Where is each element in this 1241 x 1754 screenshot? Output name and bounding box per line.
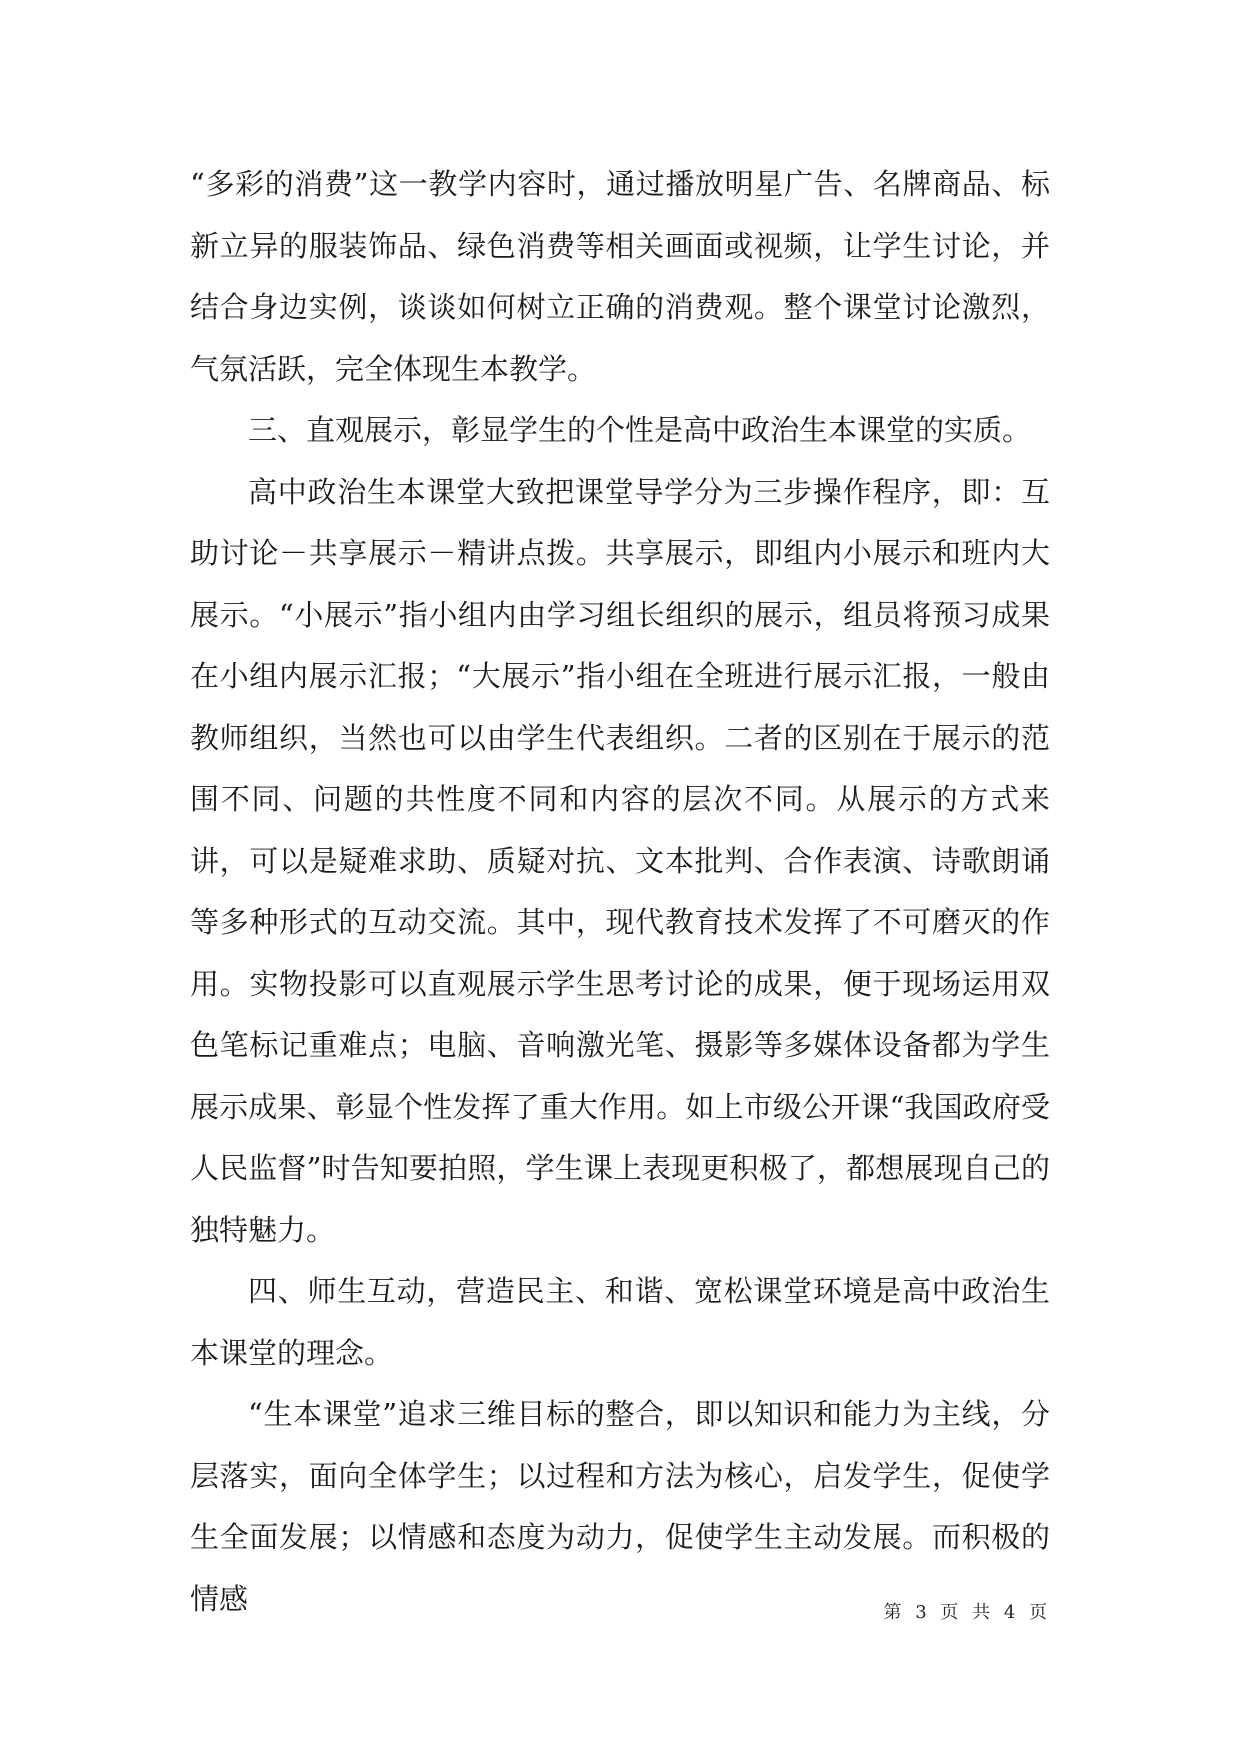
document-body — [190, 154, 1050, 1630]
paragraph-classroom-display: 高中政治生本课堂大致把课堂导学分为三步操作程序，即：互助讨论－共享展示－精讲点拨。共享展示，即组内小展示和班内大展示。“小展示”指小组内由学习组长组织的展示，组员将预习成果在小组内展示汇报；“大展示”指小组在全班进行展示汇报，一般由教师组织，当然也可以由学生代表组织。二者的区别在于展示的范围不同、问题的共性度不同和内容的层次不同。从展示的方式来讲，可以是疑难求助、质疑对抗、文本批判、合作表演、诗歌朗诵等多种形式的互动交流。其中，现代教育技术发挥了不可磨灭的作用。实物投影可以直观展示学生思考讨论的成果，便于现场运用双色笔标记重难点；电脑、音响激光笔、摄影等多媒体设备都为学生展示成果、彰显个性发挥了重大作用。如上市级公开课“我国政府受人民监督”时告知要拍照，学生课上表现更积极了，都想展现自己的独特魅力。 — [190, 474, 1050, 1247]
heading-section-three: 三、直观展示，彰显学生的个性是高中政治生本课堂的实质。 — [248, 413, 1032, 447]
paragraph-consumption-example: “多彩的消费”这一教学内容时，通过播放明星广告、名牌商品、标新立异的服装饰品、绿色消费等相关画面或视频，让学生讨论，并结合身边实例，谈谈如何树立正确的消费观。整个课堂讨论激烈，气氛活跃，完全体现生本教学。 — [190, 167, 1050, 386]
heading-section-four: 四、师生互动，营造民主、和谐、宽松课堂环境是高中政治生本课堂的理念。 — [190, 1274, 1050, 1370]
paragraph-student-centered-goals: “生本课堂”追求三维目标的整合，即以知识和能力为主线，分层落实，面向全体学生；以过程和方法为核心，启发学生，促使学生全面发展；以情感和态度为动力，促使学生主动发展。而积极的情感 — [190, 1397, 1050, 1616]
page-number-footer: 第 3 页 共 4 页 — [883, 1602, 1051, 1623]
